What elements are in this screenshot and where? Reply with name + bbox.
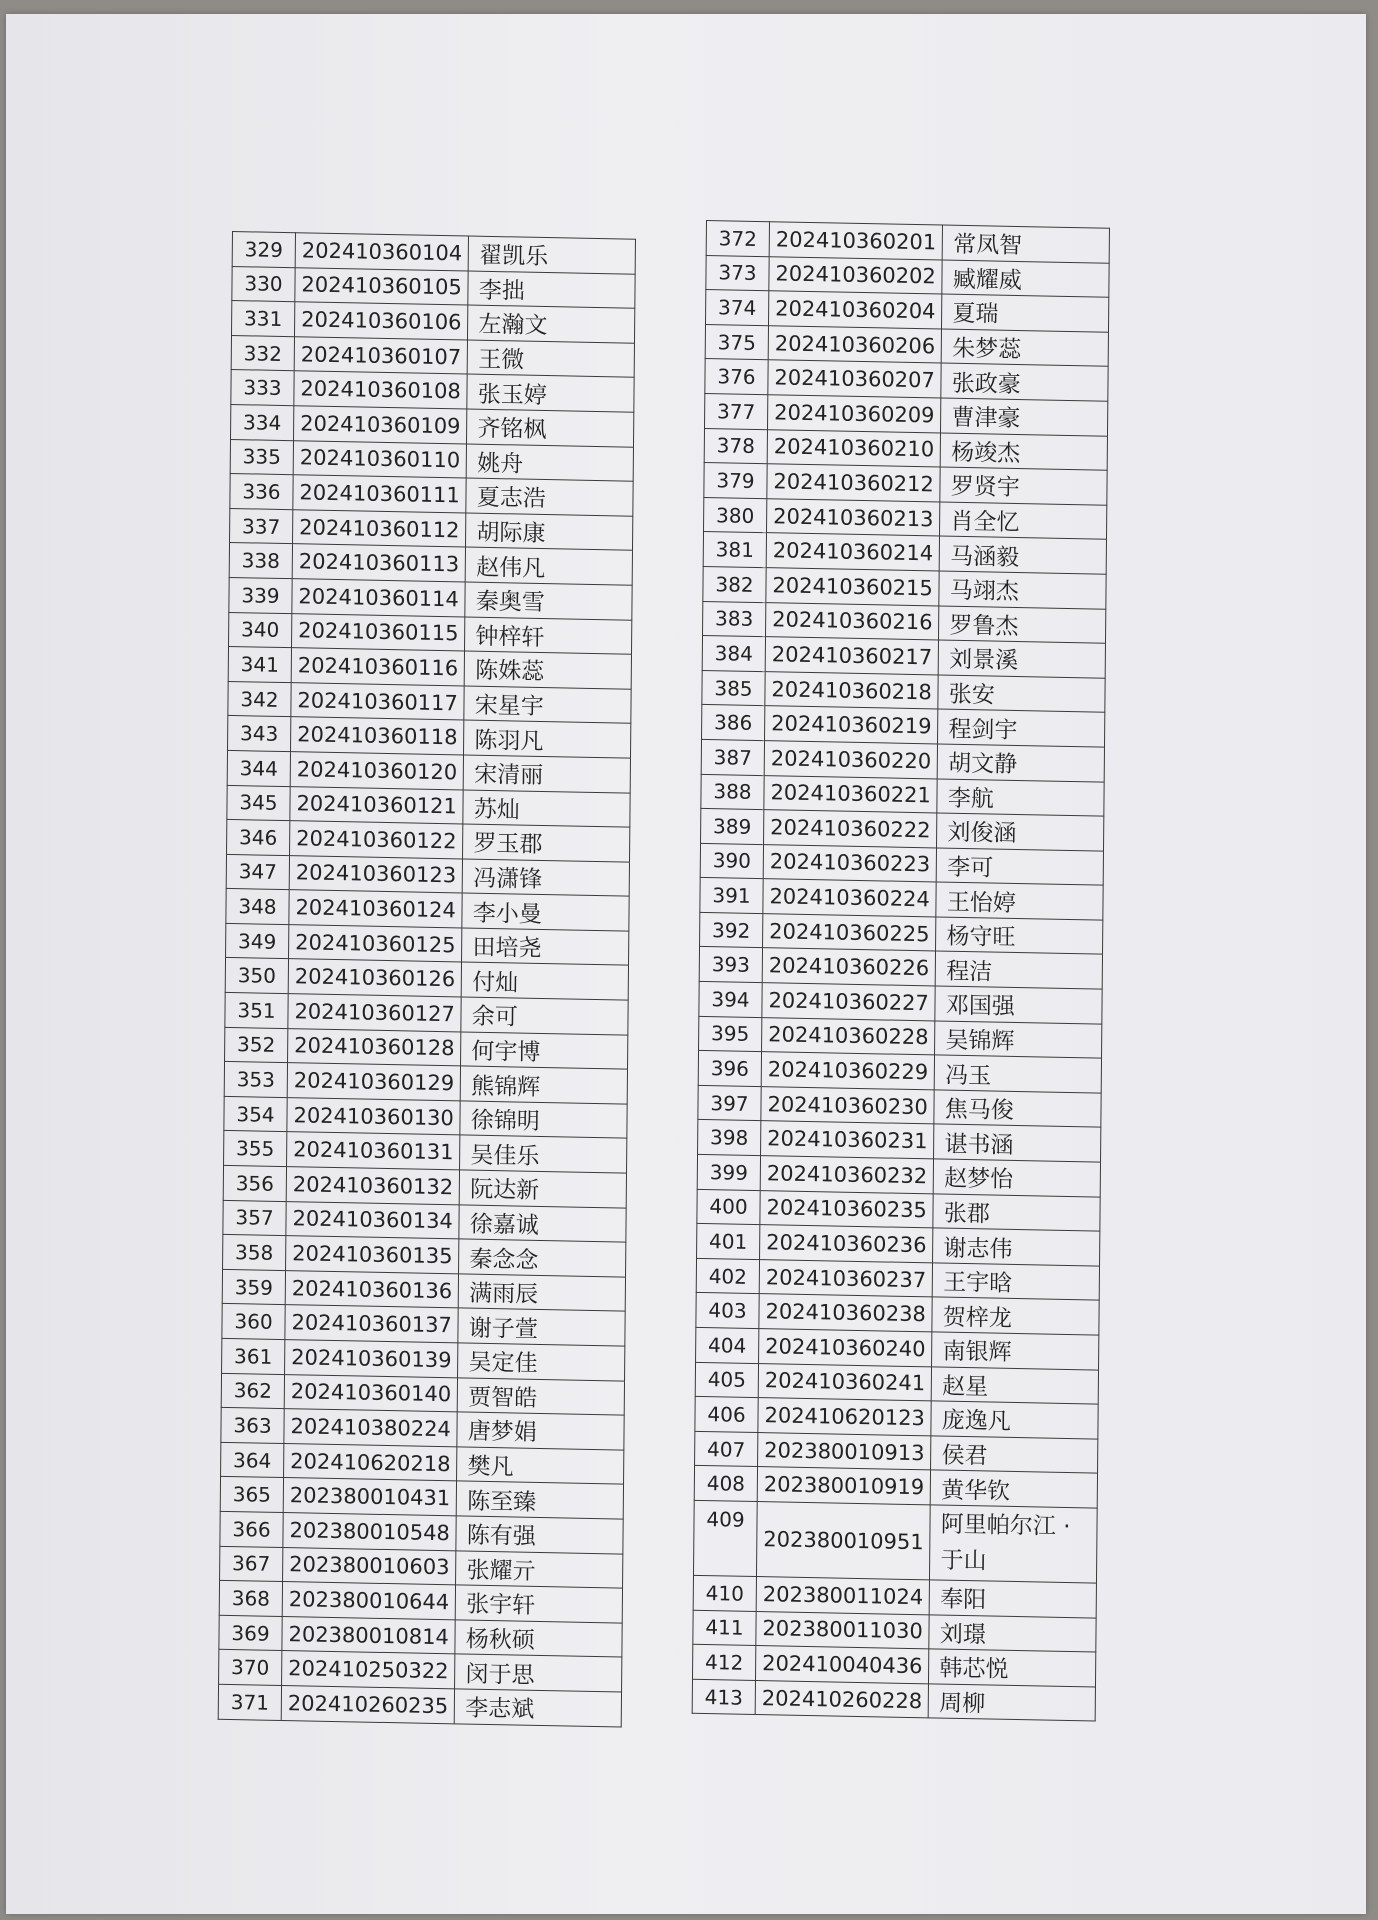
- row-number: 396: [698, 1051, 761, 1087]
- row-number: 335: [230, 439, 293, 475]
- row-number: 395: [699, 1016, 762, 1052]
- student-id: 202410360118: [291, 717, 465, 755]
- student-name: 陈羽凡: [464, 720, 631, 758]
- row-number: 387: [701, 739, 764, 775]
- student-name: 张耀亓: [456, 1550, 623, 1588]
- row-number: 334: [231, 404, 294, 440]
- student-name: 奉阳: [929, 1580, 1096, 1618]
- row-number: 360: [222, 1304, 285, 1340]
- student-name: 胡际康: [466, 513, 633, 551]
- student-name: 贾智皓: [458, 1377, 625, 1415]
- row-number: 333: [231, 370, 294, 406]
- row-number: 399: [697, 1154, 760, 1190]
- student-id: 202410360128: [288, 1028, 462, 1066]
- student-name: 常凤智: [942, 225, 1109, 263]
- student-id: 202410360120: [290, 752, 464, 790]
- student-name: 陈姝蕊: [465, 651, 632, 689]
- student-name: 杨秋硕: [455, 1620, 622, 1658]
- row-number: 364: [221, 1442, 284, 1478]
- student-id: 202410360230: [761, 1086, 935, 1124]
- student-name: 陈有强: [456, 1516, 623, 1554]
- student-name: 程剑宇: [938, 709, 1105, 747]
- student-id: 202410360232: [760, 1156, 934, 1194]
- student-id: 202380011024: [756, 1577, 930, 1615]
- student-id: 202410360112: [293, 509, 467, 547]
- student-name: 胡文静: [938, 744, 1105, 782]
- row-number: 349: [226, 923, 289, 959]
- row-number: 370: [219, 1650, 282, 1686]
- student-id: 202410360204: [768, 291, 942, 329]
- row-number: 390: [700, 843, 763, 879]
- student-name: 张政豪: [941, 363, 1108, 401]
- student-id: 202380011030: [756, 1611, 930, 1649]
- student-id: 202410620218: [284, 1443, 458, 1481]
- student-name: 张郡: [933, 1194, 1100, 1232]
- student-id: 202410360213: [767, 498, 941, 536]
- student-id: 202410360202: [769, 256, 943, 294]
- student-name: 马翊杰: [939, 571, 1106, 609]
- row-number: 348: [226, 889, 289, 925]
- row-number: 361: [222, 1338, 285, 1374]
- row-number: 400: [697, 1189, 760, 1225]
- row-number: 339: [229, 577, 292, 613]
- student-name: 侯君: [931, 1436, 1098, 1474]
- student-id: 202410260228: [755, 1680, 929, 1718]
- row-number: 410: [693, 1575, 756, 1611]
- student-id: 202410360217: [765, 637, 939, 675]
- student-id: 202410360240: [759, 1329, 933, 1367]
- student-name: 姚舟: [467, 444, 634, 482]
- student-name: 罗贤宇: [940, 467, 1107, 505]
- row-number: 358: [223, 1235, 286, 1271]
- student-name: 赵梦怡: [934, 1159, 1101, 1197]
- student-name: 翟凯乐: [468, 236, 635, 274]
- student-name: 曹津豪: [941, 398, 1108, 436]
- student-id: 202410360226: [762, 948, 936, 986]
- student-id: 202410360219: [765, 706, 939, 744]
- row-number: 403: [696, 1293, 759, 1329]
- student-id: 202410360222: [764, 810, 938, 848]
- row-number: 405: [695, 1362, 758, 1398]
- row-number: 392: [700, 912, 763, 948]
- paper-sheet: [6, 14, 1366, 1914]
- student-id: 202410360135: [286, 1236, 460, 1274]
- student-id: 202410360220: [764, 741, 938, 779]
- student-name: 苏灿: [463, 789, 630, 827]
- row-number: 377: [705, 393, 768, 429]
- student-name: 马涵毅: [940, 536, 1107, 574]
- row-number: 397: [698, 1085, 761, 1121]
- student-name: 李志斌: [455, 1689, 622, 1727]
- row-number: 346: [227, 820, 290, 856]
- student-name: 冯潇锋: [463, 859, 630, 897]
- row-number: 385: [702, 670, 765, 706]
- row-number: 369: [219, 1615, 282, 1651]
- row-number: 413: [692, 1679, 755, 1715]
- student-id: 202410360206: [768, 325, 942, 363]
- student-id: 202410620123: [758, 1398, 932, 1436]
- student-id: 202410360201: [769, 222, 943, 260]
- row-number: 331: [231, 301, 294, 337]
- row-number: 386: [702, 705, 765, 741]
- row-number: 329: [232, 232, 295, 268]
- student-id: 202410360236: [760, 1225, 934, 1263]
- row-number: 336: [230, 474, 293, 510]
- student-name: 焦马俊: [934, 1090, 1101, 1128]
- row-number: 411: [693, 1610, 756, 1646]
- row-number: 398: [698, 1120, 761, 1156]
- student-id: 202410360106: [294, 302, 468, 340]
- student-id: 202410360126: [288, 959, 462, 997]
- student-name: 熊锦辉: [461, 1066, 628, 1104]
- student-name: 谌书涵: [934, 1124, 1101, 1162]
- student-name: 杨竣杰: [941, 433, 1108, 471]
- student-name: 吴锦辉: [935, 1021, 1102, 1059]
- student-id: 202410360137: [285, 1305, 459, 1343]
- student-id: 202410360216: [766, 602, 940, 640]
- student-id: 202410360134: [286, 1201, 460, 1239]
- student-name: 秦奥雪: [465, 582, 632, 620]
- student-name: 徐嘉诚: [459, 1205, 626, 1243]
- student-id: 202410360224: [763, 879, 937, 917]
- roster-table-right: [692, 220, 1111, 1722]
- student-id: 202410360114: [292, 579, 466, 617]
- student-id: 202410360221: [764, 775, 938, 813]
- row-number: 412: [692, 1644, 755, 1680]
- row-number: 350: [225, 958, 288, 994]
- student-id: 202410360129: [287, 1063, 461, 1101]
- student-name: 邓国强: [935, 986, 1102, 1024]
- row-number: 407: [695, 1431, 758, 1467]
- student-name: 韩芯悦: [929, 1649, 1096, 1687]
- row-number: 383: [703, 601, 766, 637]
- row-number: 368: [219, 1580, 282, 1616]
- student-id: 202410360212: [767, 464, 941, 502]
- student-id: 202410360108: [294, 371, 468, 409]
- student-id: 202410360227: [762, 983, 936, 1021]
- student-name: 左瀚文: [468, 305, 635, 343]
- student-id: 202410360218: [765, 671, 939, 709]
- student-name: 庞逸凡: [931, 1401, 1098, 1439]
- student-id: 202410360122: [290, 821, 464, 859]
- student-id: 202410360210: [767, 429, 941, 467]
- row-number: 384: [702, 636, 765, 672]
- student-name: 闵于思: [455, 1654, 622, 1692]
- row-number: 356: [223, 1165, 286, 1201]
- student-name: 王微: [467, 340, 634, 378]
- student-name: 李小曼: [462, 893, 629, 931]
- student-id: 202410040436: [755, 1646, 929, 1684]
- student-id: 202410360109: [293, 406, 467, 444]
- student-id: 202410360121: [290, 786, 464, 824]
- student-id: 202380010431: [283, 1478, 457, 1516]
- student-id: 202410360123: [289, 855, 463, 893]
- row-number: 389: [701, 809, 764, 845]
- row-number: 372: [706, 221, 769, 257]
- student-name: 李拙: [468, 271, 635, 309]
- row-number: 362: [221, 1373, 284, 1409]
- student-name: 刘俊涵: [937, 813, 1104, 851]
- student-id: 202410360115: [292, 613, 466, 651]
- student-id: 202380010951: [756, 1502, 930, 1580]
- student-name: 阮达新: [460, 1170, 627, 1208]
- student-name: 刘景溪: [939, 640, 1106, 678]
- student-id: 202410360117: [291, 682, 465, 720]
- student-id: 202410360125: [289, 924, 463, 962]
- student-name: 何宇博: [461, 1032, 628, 1070]
- student-id: 202410360124: [289, 890, 463, 928]
- row-number: 391: [700, 878, 763, 914]
- student-name: 张玉婷: [467, 374, 634, 412]
- row-number: 345: [227, 785, 290, 821]
- student-name: 陈至臻: [457, 1481, 624, 1519]
- student-name: 宋清丽: [464, 755, 631, 793]
- student-name: 张安: [938, 675, 1105, 713]
- student-name: 肖全忆: [940, 502, 1107, 540]
- student-id: 202380010644: [282, 1582, 456, 1620]
- student-id: 202410360110: [293, 440, 467, 478]
- student-id: 202410380224: [284, 1409, 458, 1447]
- student-name: 王宇晗: [933, 1263, 1100, 1301]
- student-name: 余可: [461, 997, 628, 1035]
- row-number: 366: [220, 1511, 283, 1547]
- student-name: 吴佳乐: [460, 1135, 627, 1173]
- student-name: 程洁: [936, 951, 1103, 989]
- student-id: 202410360209: [767, 395, 941, 433]
- student-name: 杨守旺: [936, 917, 1103, 955]
- student-id: 202410360116: [291, 648, 465, 686]
- student-name: 付灿: [462, 962, 629, 1000]
- student-name: 朱梦蕊: [941, 329, 1108, 367]
- student-name: 夏瑞: [942, 294, 1109, 332]
- student-name: 钟梓轩: [465, 617, 632, 655]
- student-id: 202410360111: [293, 475, 467, 513]
- row-number: 394: [699, 981, 762, 1017]
- student-name: 田培尧: [462, 928, 629, 966]
- row-number: 379: [704, 463, 767, 499]
- student-name: 宋星宇: [464, 686, 631, 724]
- student-name: 樊凡: [457, 1447, 624, 1485]
- student-id: 202410360105: [295, 267, 469, 305]
- student-name: 罗鲁杰: [939, 606, 1106, 644]
- row-number: 343: [228, 716, 291, 752]
- row-number: 357: [223, 1200, 286, 1236]
- row-number: 351: [225, 992, 288, 1028]
- student-id: 202410360127: [288, 994, 462, 1032]
- student-name: 周柳: [928, 1684, 1095, 1722]
- student-id: 202410360237: [759, 1259, 933, 1297]
- student-name: 徐锦明: [460, 1101, 627, 1139]
- student-id: 202410360130: [287, 1097, 461, 1135]
- student-name: 刘璟: [929, 1614, 1096, 1652]
- row-number: 341: [228, 647, 291, 683]
- student-id: 202410360238: [759, 1294, 933, 1332]
- student-name: 冯玉: [935, 1055, 1102, 1093]
- student-id: 202380010603: [283, 1547, 457, 1585]
- row-number: 330: [232, 266, 295, 302]
- row-number: 393: [699, 947, 762, 983]
- student-id: 202410360113: [292, 544, 466, 582]
- student-name: 张宇轩: [456, 1585, 623, 1623]
- row-number: 406: [695, 1397, 758, 1433]
- row-number: 376: [705, 359, 768, 395]
- table-row: [692, 1679, 1096, 1721]
- student-id: 202410360132: [286, 1167, 460, 1205]
- row-number: 347: [226, 854, 289, 890]
- student-id: 202410360215: [766, 568, 940, 606]
- row-number: 353: [224, 1062, 287, 1098]
- student-id: 202410360241: [758, 1363, 932, 1401]
- student-name: 贺梓龙: [932, 1297, 1099, 1335]
- row-number: 401: [697, 1224, 760, 1260]
- student-name: 赵伟凡: [466, 547, 633, 585]
- student-name: 臧耀威: [942, 260, 1109, 298]
- row-number: 367: [220, 1546, 283, 1582]
- row-number: 352: [225, 1027, 288, 1063]
- student-name: 夏志浩: [466, 478, 633, 516]
- row-number: 363: [221, 1408, 284, 1444]
- student-id: 202410360229: [761, 1052, 935, 1090]
- row-number: 375: [705, 324, 768, 360]
- student-name: 赵星: [932, 1366, 1099, 1404]
- row-number: 354: [224, 1096, 287, 1132]
- row-number: 340: [229, 612, 292, 648]
- student-id: 202410260235: [281, 1685, 455, 1723]
- student-id: 202410360231: [761, 1121, 935, 1159]
- row-number: 388: [701, 774, 764, 810]
- student-name: 黄华钦: [931, 1470, 1098, 1508]
- row-number: 355: [224, 1131, 287, 1167]
- student-name: 满雨辰: [459, 1274, 626, 1312]
- student-id: 202410360104: [295, 233, 469, 271]
- student-id: 202380010919: [757, 1467, 931, 1505]
- student-id: 202410360140: [284, 1374, 458, 1412]
- row-number: 337: [230, 508, 293, 544]
- student-id: 202380010913: [758, 1432, 932, 1470]
- student-name: 李航: [937, 778, 1104, 816]
- student-id: 202380010548: [283, 1513, 457, 1551]
- row-number: 338: [229, 543, 292, 579]
- student-id: 202410360223: [763, 844, 937, 882]
- student-id: 202410250322: [282, 1651, 456, 1689]
- row-number: 374: [705, 290, 768, 326]
- student-name: 谢子萱: [458, 1308, 625, 1346]
- student-name: 王怡婷: [936, 882, 1103, 920]
- table-row: [218, 1684, 622, 1726]
- student-id: 202410360228: [762, 1017, 936, 1055]
- student-name: 唐梦娟: [457, 1412, 624, 1450]
- row-number: 332: [231, 335, 294, 371]
- student-id: 202410360107: [294, 336, 468, 374]
- student-name: 秦念念: [459, 1239, 626, 1277]
- student-id: 202410360235: [760, 1190, 934, 1228]
- row-number: 381: [703, 532, 766, 568]
- row-number: 402: [696, 1258, 759, 1294]
- row-number: 342: [228, 681, 291, 717]
- student-id: 202410360225: [763, 913, 937, 951]
- roster-table-left: [218, 231, 637, 1727]
- row-number: 373: [706, 255, 769, 291]
- student-name: 南银辉: [932, 1332, 1099, 1370]
- row-number: 365: [220, 1477, 283, 1513]
- row-number: 409: [693, 1500, 757, 1576]
- row-number: 378: [704, 428, 767, 464]
- row-number: 380: [704, 497, 767, 533]
- row-number: 382: [703, 566, 766, 602]
- student-name: 李可: [937, 848, 1104, 886]
- student-name: 谢志伟: [933, 1228, 1100, 1266]
- student-name: 吴定佳: [458, 1343, 625, 1381]
- student-id: 202410360131: [287, 1132, 461, 1170]
- row-number: 344: [227, 750, 290, 786]
- table-row: [693, 1500, 1097, 1583]
- student-id: 202380010814: [282, 1616, 456, 1654]
- row-number: 404: [696, 1327, 759, 1363]
- row-number: 408: [694, 1466, 757, 1502]
- student-name: 阿里帕尔江 ·于山: [930, 1505, 1098, 1583]
- student-id: 202410360139: [285, 1340, 459, 1378]
- student-name: 罗玉郡: [463, 824, 630, 862]
- student-id: 202410360207: [768, 360, 942, 398]
- student-id: 202410360214: [766, 533, 940, 571]
- row-number: 359: [222, 1269, 285, 1305]
- student-name: 齐铭枫: [467, 409, 634, 447]
- row-number: 371: [218, 1684, 281, 1720]
- student-id: 202410360136: [285, 1270, 459, 1308]
